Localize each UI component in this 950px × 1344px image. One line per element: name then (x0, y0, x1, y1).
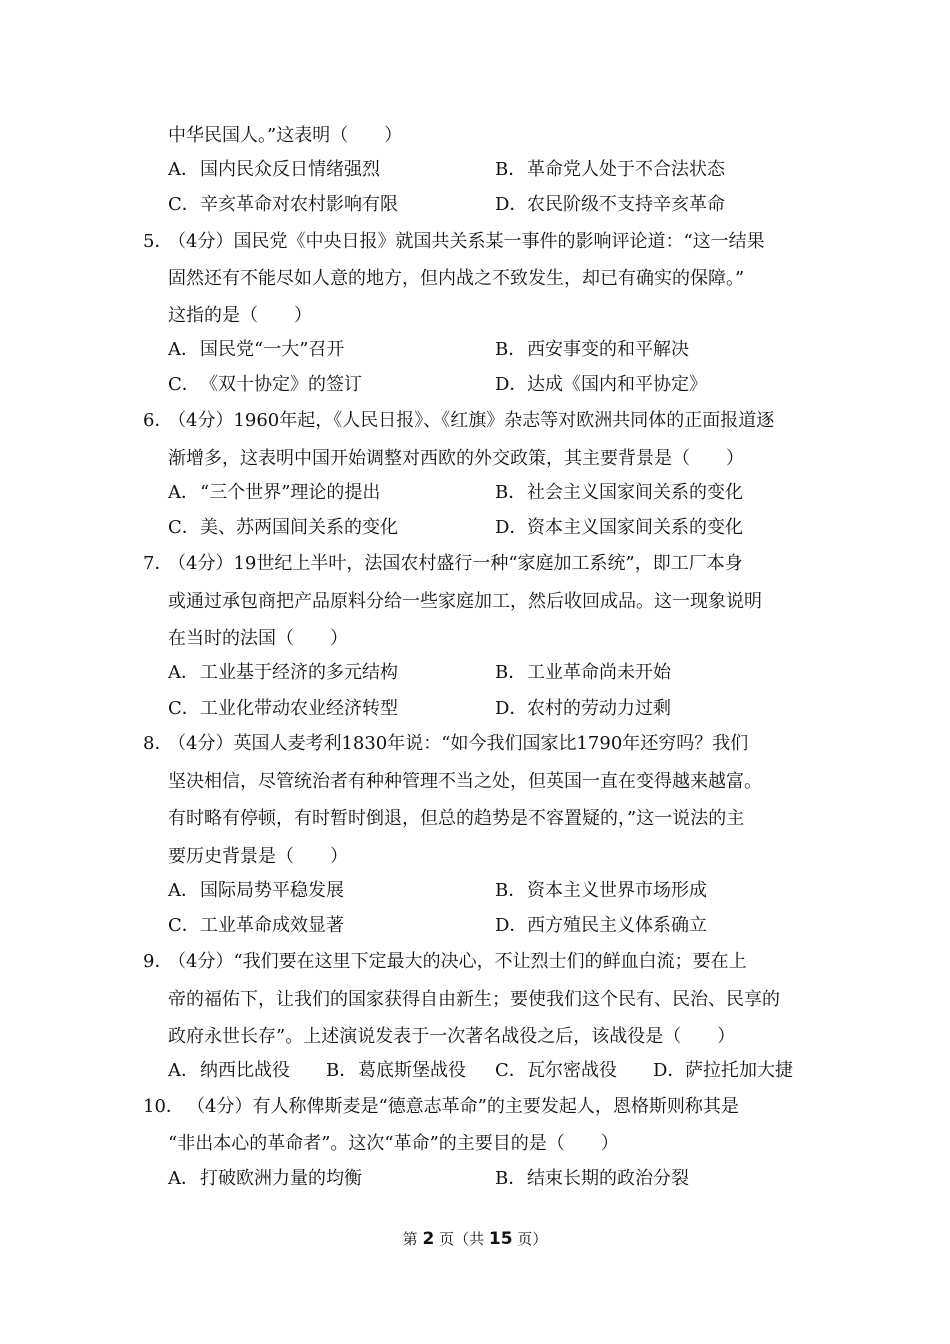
q7-number: 7． (143, 553, 173, 574)
q6-option-c[interactable] (168, 516, 398, 540)
option-text: 革命党人处于不合法状态 (527, 159, 725, 180)
q5-option-c[interactable] (168, 373, 362, 397)
option-text: 西安事变的和平解决 (527, 339, 689, 360)
q7-stem-line2: 或通过承包商把产品原料分给一些家庭加工，然后收回成品。这一现象说明 (168, 591, 762, 612)
option-text: 农民阶级不支持辛亥革命 (527, 194, 725, 215)
q10-option-a[interactable] (168, 1167, 362, 1191)
option-text: 农村的劳动力过剩 (527, 698, 671, 719)
q5-option-b[interactable] (495, 338, 689, 362)
option-label: C． (168, 194, 200, 215)
option-text: 打破欧洲力量的均衡 (200, 1168, 362, 1189)
q10-option-b[interactable] (495, 1167, 689, 1191)
option-label: A． (168, 159, 199, 180)
option-label: A． (168, 1168, 199, 1189)
q5-number: 5． (143, 231, 173, 252)
option-label: D． (495, 374, 528, 395)
option-text: 国际局势平稳发展 (200, 880, 344, 901)
option-text: 资本主义国家间关系的变化 (527, 517, 743, 538)
option-label: C． (168, 915, 200, 936)
q9-option-c[interactable] (495, 1059, 617, 1083)
q5-stem-line3: 这指的是（ ） (168, 305, 312, 326)
q6-option-a[interactable] (168, 481, 380, 505)
option-text: 国内民众反日情绪强烈 (200, 159, 380, 180)
q8-stem-line4: 要历史背景是（ ） (168, 846, 348, 867)
option-label: B． (495, 159, 527, 180)
q5-stem-line2: 固然还有不能尽如人意的地方，但内战之不致发生，却已有确实的保障。” (168, 268, 745, 289)
option-label: D． (495, 915, 528, 936)
option-text: 结束长期的政治分裂 (527, 1168, 689, 1189)
total-page-number: 15 (488, 1229, 513, 1249)
option-label: D． (653, 1060, 686, 1081)
option-text: 工业革命成效显著 (200, 915, 344, 936)
option-text: 西方殖民主义体系确立 (527, 915, 707, 936)
q4-option-c[interactable] (168, 193, 398, 217)
q6-option-b[interactable] (495, 481, 743, 505)
option-label: A． (168, 1060, 199, 1081)
q7-option-a[interactable] (168, 661, 398, 685)
q4-option-a[interactable] (168, 158, 380, 182)
q5-option-a[interactable] (168, 338, 344, 362)
option-text: 葛底斯堡战役 (358, 1060, 466, 1081)
q4-stem-cont: 中华民国人。”这表明（ ） (168, 125, 403, 146)
option-text: 美、苏两国间关系的变化 (200, 517, 398, 538)
q7-option-b[interactable] (495, 661, 671, 685)
q9-stem-line1: （4分）“我们要在这里下定最大的决心，不让烈士们的鲜血白流；要在上 (168, 951, 747, 972)
option-text: 瓦尔密战役 (527, 1060, 617, 1081)
option-label: B． (495, 1168, 527, 1189)
option-label: B． (495, 880, 527, 901)
option-text: 社会主义国家间关系的变化 (527, 482, 743, 503)
q10-stem-line1: （4分）有人称俾斯麦是“德意志革命”的主要发起人，恩格斯则称其是 (187, 1096, 739, 1117)
q7-option-d[interactable] (495, 697, 671, 721)
q8-stem-line3: 有时略有停顿，有时暂时倒退，但总的趋势是不容置疑的，”这一说法的主 (168, 808, 745, 829)
q6-number: 6． (143, 410, 173, 431)
q9-option-b[interactable] (326, 1059, 466, 1083)
q9-stem-line2: 帝的福佑下，让我们的国家获得自由新生；要使我们这个民有、民治、民享的 (168, 989, 780, 1010)
option-text: 纳西比战役 (200, 1060, 290, 1081)
option-text: 资本主义世界市场形成 (527, 880, 707, 901)
q8-option-b[interactable] (495, 879, 707, 903)
option-label: B． (495, 482, 527, 503)
option-text: 辛亥革命对农村影响有限 (200, 194, 398, 215)
current-page-number: 2 (422, 1229, 435, 1249)
option-label: B． (326, 1060, 358, 1081)
q4-option-d[interactable] (495, 193, 725, 217)
q9-option-d[interactable] (653, 1059, 793, 1083)
footer-suffix: 页） (517, 1230, 548, 1248)
q7-option-c[interactable] (168, 697, 398, 721)
option-text: 工业基于经济的多元结构 (200, 662, 398, 683)
q5-option-d[interactable] (495, 373, 707, 397)
option-label: C． (168, 698, 200, 719)
q6-stem-line1: （4分）1960年起，《人民日报》、《红旗》杂志等对欧洲共同体的正面报道逐 (168, 410, 775, 431)
q9-option-a[interactable] (168, 1059, 290, 1083)
option-text: 工业革命尚未开始 (527, 662, 671, 683)
option-text: 工业化带动农业经济转型 (200, 698, 398, 719)
option-text: 达成《国内和平协定》 (527, 374, 707, 395)
q10-number: 10． (143, 1096, 184, 1117)
option-text: 国民党“一大”召开 (200, 339, 345, 360)
option-label: A． (168, 482, 199, 503)
q7-stem-line1: （4分）19世纪上半叶，法国农村盛行一种“家庭加工系统”，即工厂本身 (168, 553, 743, 574)
option-label: D． (495, 194, 528, 215)
q9-stem-line3: 政府永世长存”。上述演说发表于一次著名战役之后，该战役是（ ） (168, 1026, 736, 1047)
option-label: A． (168, 662, 199, 683)
q8-option-c[interactable] (168, 914, 344, 938)
option-text: 萨拉托加大捷 (685, 1060, 793, 1081)
option-text: 《双十协定》的签订 (200, 374, 362, 395)
q5-stem-line1: （4分）国民党《中央日报》就国共关系某一事件的影响评论道：“这一结果 (168, 231, 765, 252)
option-label: C． (168, 374, 200, 395)
footer-prefix: 第 (402, 1230, 418, 1248)
q6-option-d[interactable] (495, 516, 743, 540)
option-label: A． (168, 339, 199, 360)
q9-number: 9． (143, 951, 173, 972)
option-label: A． (168, 880, 199, 901)
q8-number: 8． (143, 733, 173, 754)
option-label: C． (495, 1060, 527, 1081)
option-label: D． (495, 517, 528, 538)
option-label: B． (495, 662, 527, 683)
q4-option-b[interactable] (495, 158, 725, 182)
option-text: “三个世界”理论的提出 (200, 482, 381, 503)
q8-option-a[interactable] (168, 879, 344, 903)
q6-stem-line2: 渐增多，这表明中国开始调整对西欧的外交政策，其主要背景是（ ） (168, 448, 744, 469)
option-label: C． (168, 517, 200, 538)
page-footer (0, 1228, 950, 1250)
footer-middle: 页（共 (439, 1230, 485, 1248)
q10-stem-line2: “非出本心的革命者”。这次“革命”的主要目的是（ ） (168, 1133, 619, 1154)
q8-stem-line1: （4分）英国人麦考利1830年说：“如今我们国家比1790年还穷吗？我们 (168, 733, 749, 754)
option-label: B． (495, 339, 527, 360)
option-label: D． (495, 698, 528, 719)
q8-option-d[interactable] (495, 914, 707, 938)
q7-stem-line3: 在当时的法国（ ） (168, 628, 348, 649)
q8-stem-line2: 坚决相信，尽管统治者有种种管理不当之处，但英国一直在变得越来越富。 (168, 771, 762, 792)
